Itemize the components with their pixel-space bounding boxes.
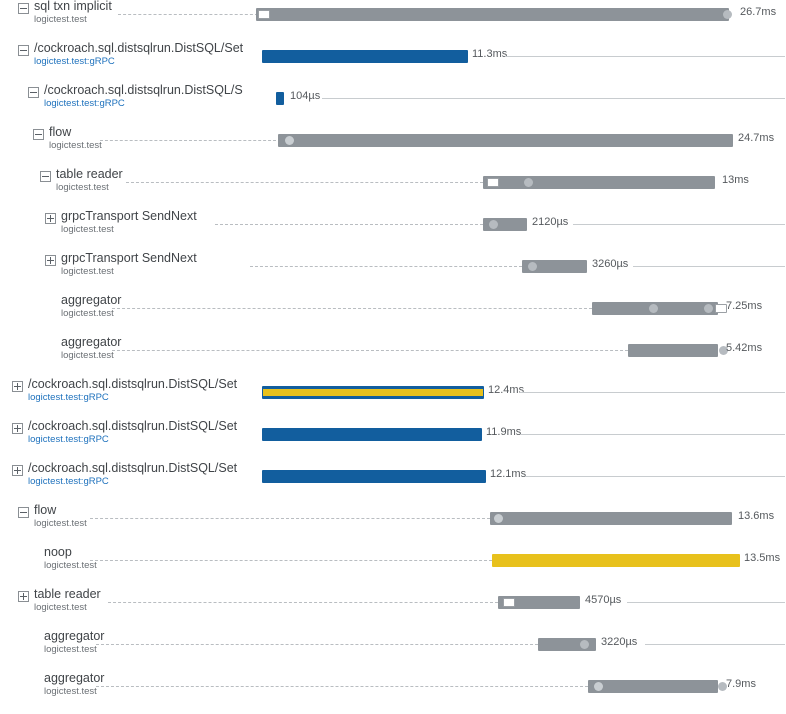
log-point-icon[interactable] xyxy=(494,514,503,523)
operation-name: aggregator xyxy=(44,629,105,643)
service-name[interactable]: logictest.test:gRPC xyxy=(44,98,125,110)
span-row[interactable] xyxy=(0,672,786,714)
leader-line xyxy=(112,308,592,309)
expand-icon[interactable] xyxy=(45,213,56,224)
operation-name: aggregator xyxy=(61,293,122,307)
span-texts xyxy=(61,294,121,319)
no-toggle-spacer xyxy=(45,297,56,308)
tail-line xyxy=(520,392,785,393)
operation-name: table reader xyxy=(56,167,123,181)
operation-name: sql txn implicit xyxy=(34,0,112,13)
expand-icon[interactable] xyxy=(18,591,29,602)
span-bar[interactable] xyxy=(256,8,729,21)
bar-inner-stripe xyxy=(263,389,483,396)
span-texts xyxy=(61,210,197,235)
operation-name: table reader xyxy=(34,587,101,601)
span-texts xyxy=(56,168,123,193)
span-bar[interactable] xyxy=(262,470,486,483)
span-label-block[interactable] xyxy=(18,0,112,25)
leader-line xyxy=(126,182,483,183)
tail-line xyxy=(505,56,785,57)
operation-name: grpcTransport SendNext xyxy=(61,209,197,223)
service-name[interactable]: logictest.test:gRPC xyxy=(28,392,109,404)
span-label-block[interactable] xyxy=(28,672,104,697)
span-texts xyxy=(34,504,87,529)
operation-name: /cockroach.sql.distsqlrun.DistSQL/Set xyxy=(28,461,238,475)
span-bar[interactable] xyxy=(492,554,740,567)
span-texts xyxy=(34,0,112,25)
tail-line xyxy=(525,476,785,477)
operation-name: flow xyxy=(49,125,72,139)
span-row[interactable] xyxy=(0,168,786,210)
service-name: logictest.test xyxy=(56,182,109,194)
operation-name: aggregator xyxy=(61,335,122,349)
service-name: logictest.test xyxy=(49,140,102,152)
tail-line xyxy=(573,224,785,225)
leader-line xyxy=(90,560,492,561)
span-row[interactable] xyxy=(0,252,786,294)
child-span-marker-icon[interactable] xyxy=(487,178,499,187)
leader-line xyxy=(108,602,498,603)
operation-name: flow xyxy=(34,503,57,517)
service-name: logictest.test xyxy=(44,644,97,656)
span-duration: 7.25ms xyxy=(726,300,763,312)
span-row[interactable] xyxy=(0,42,786,84)
span-row[interactable] xyxy=(0,546,786,588)
no-toggle-spacer xyxy=(45,339,56,350)
child-span-marker-icon[interactable] xyxy=(258,10,270,19)
span-texts xyxy=(44,672,104,697)
service-name: logictest.test xyxy=(34,602,87,614)
collapse-icon[interactable] xyxy=(18,3,29,14)
span-duration: 12.1ms xyxy=(490,468,527,480)
span-texts xyxy=(28,378,237,403)
span-duration: 11.9ms xyxy=(486,426,522,438)
collapse-icon[interactable] xyxy=(18,45,29,56)
expand-icon[interactable] xyxy=(12,423,23,434)
expand-icon[interactable] xyxy=(12,465,23,476)
span-label-block[interactable] xyxy=(45,252,197,277)
operation-name: /cockroach.sql.distsqlrun.DistSQL/S xyxy=(44,83,243,97)
span-texts xyxy=(34,588,101,613)
span-duration: 3220µs xyxy=(601,636,638,648)
collapse-icon[interactable] xyxy=(40,171,51,182)
tail-line xyxy=(633,266,785,267)
span-bar[interactable] xyxy=(262,428,482,441)
span-texts xyxy=(28,462,237,487)
log-point-icon[interactable] xyxy=(285,136,294,145)
service-name: logictest.test xyxy=(61,266,114,278)
span-label-block[interactable] xyxy=(28,84,243,109)
span-row[interactable] xyxy=(0,336,786,378)
span-bar[interactable] xyxy=(628,344,718,357)
span-duration: 5.42ms xyxy=(726,342,763,354)
span-label-block[interactable] xyxy=(12,462,237,487)
child-span-marker-icon[interactable] xyxy=(503,598,515,607)
span-row[interactable] xyxy=(0,210,786,252)
span-duration: 13.5ms xyxy=(744,552,781,564)
span-bar[interactable] xyxy=(276,92,284,105)
span-bar[interactable] xyxy=(588,680,718,693)
span-label-block[interactable] xyxy=(45,294,121,319)
span-row[interactable] xyxy=(0,630,786,672)
operation-name: /cockroach.sql.distsqlrun.DistSQL/Set xyxy=(34,41,244,55)
span-label-block[interactable] xyxy=(45,336,121,361)
span-bar[interactable] xyxy=(490,512,732,525)
leader-line xyxy=(215,224,483,225)
tail-line xyxy=(627,602,785,603)
span-texts xyxy=(44,546,97,571)
span-label-block[interactable] xyxy=(12,378,237,403)
service-name: logictest.test xyxy=(34,518,87,530)
span-bar[interactable] xyxy=(278,134,733,147)
service-name: logictest.test xyxy=(61,350,114,362)
span-duration: 2120µs xyxy=(532,216,569,228)
tail-line xyxy=(322,98,785,99)
span-duration: 13ms xyxy=(722,174,749,186)
span-label-block[interactable] xyxy=(28,630,104,655)
leader-line xyxy=(118,14,258,15)
log-point-icon[interactable] xyxy=(524,178,533,187)
tail-line xyxy=(645,644,785,645)
service-name[interactable]: logictest.test:gRPC xyxy=(28,434,109,446)
log-point-icon[interactable] xyxy=(649,304,658,313)
log-point-icon[interactable] xyxy=(723,10,732,19)
leader-line xyxy=(250,266,522,267)
leader-line xyxy=(90,518,490,519)
tail-line xyxy=(520,434,785,435)
span-row[interactable] xyxy=(0,588,786,630)
span-row[interactable] xyxy=(0,84,786,126)
span-label-block[interactable] xyxy=(45,210,197,235)
leader-line xyxy=(96,686,588,687)
span-duration: 3260µs xyxy=(592,258,629,270)
service-name[interactable]: logictest.test:gRPC xyxy=(28,476,109,488)
log-point-icon[interactable] xyxy=(580,640,589,649)
expand-icon[interactable] xyxy=(45,255,56,266)
span-row[interactable] xyxy=(0,420,786,462)
span-label-block[interactable] xyxy=(18,588,101,613)
span-row[interactable] xyxy=(0,378,786,420)
span-texts xyxy=(61,252,197,277)
span-label-block[interactable] xyxy=(28,546,97,571)
span-label-block[interactable] xyxy=(33,126,102,151)
span-bar[interactable] xyxy=(483,176,715,189)
span-texts xyxy=(44,630,104,655)
service-name: logictest.test xyxy=(34,14,87,26)
span-row[interactable] xyxy=(0,0,786,42)
span-label-block[interactable] xyxy=(12,420,237,445)
span-duration: 24.7ms xyxy=(738,132,775,144)
span-row[interactable] xyxy=(0,294,786,336)
service-name: logictest.test xyxy=(44,686,97,698)
log-point-icon[interactable] xyxy=(594,682,603,691)
span-duration: 11.3ms xyxy=(472,48,508,60)
operation-name: /cockroach.sql.distsqlrun.DistSQL/Set xyxy=(28,377,238,391)
span-duration: 26.7ms xyxy=(740,6,777,18)
service-name[interactable]: logictest.test:gRPC xyxy=(34,56,115,68)
span-row[interactable] xyxy=(0,126,786,168)
span-bar[interactable] xyxy=(262,50,468,63)
collapse-icon[interactable] xyxy=(33,129,44,140)
span-texts xyxy=(61,336,121,361)
log-point-icon[interactable] xyxy=(528,262,537,271)
span-texts xyxy=(49,126,102,151)
service-name: logictest.test xyxy=(44,560,97,572)
no-toggle-spacer xyxy=(28,675,39,686)
service-name: logictest.test xyxy=(61,224,114,236)
log-point-icon[interactable] xyxy=(489,220,498,229)
span-duration: 13.6ms xyxy=(738,510,775,522)
operation-name: grpcTransport SendNext xyxy=(61,251,197,265)
leader-line xyxy=(96,644,538,645)
collapse-icon[interactable] xyxy=(18,507,29,518)
span-row[interactable] xyxy=(0,462,786,504)
operation-name: /cockroach.sql.distsqlrun.DistSQL/Set xyxy=(28,419,238,433)
operation-name: noop xyxy=(44,545,72,559)
collapse-icon[interactable] xyxy=(28,87,39,98)
span-texts xyxy=(44,84,243,109)
span-duration: 4570µs xyxy=(585,594,622,606)
span-duration: 7.9ms xyxy=(726,678,756,690)
span-duration: 12.4ms xyxy=(488,384,525,396)
span-label-block[interactable] xyxy=(18,504,87,529)
span-duration: 104µs xyxy=(290,90,321,102)
service-name: logictest.test xyxy=(61,308,114,320)
span-bar[interactable] xyxy=(262,386,484,399)
span-row[interactable] xyxy=(0,504,786,546)
leader-line xyxy=(100,140,276,141)
expand-icon[interactable] xyxy=(12,381,23,392)
log-point-icon[interactable] xyxy=(704,304,713,313)
span-texts xyxy=(28,420,237,445)
leader-line xyxy=(112,350,628,351)
span-label-block[interactable] xyxy=(40,168,123,193)
no-toggle-spacer xyxy=(28,549,39,560)
operation-name: aggregator xyxy=(44,671,105,685)
no-toggle-spacer xyxy=(28,633,39,644)
span-texts xyxy=(34,42,243,67)
span-label-block[interactable] xyxy=(18,42,243,67)
